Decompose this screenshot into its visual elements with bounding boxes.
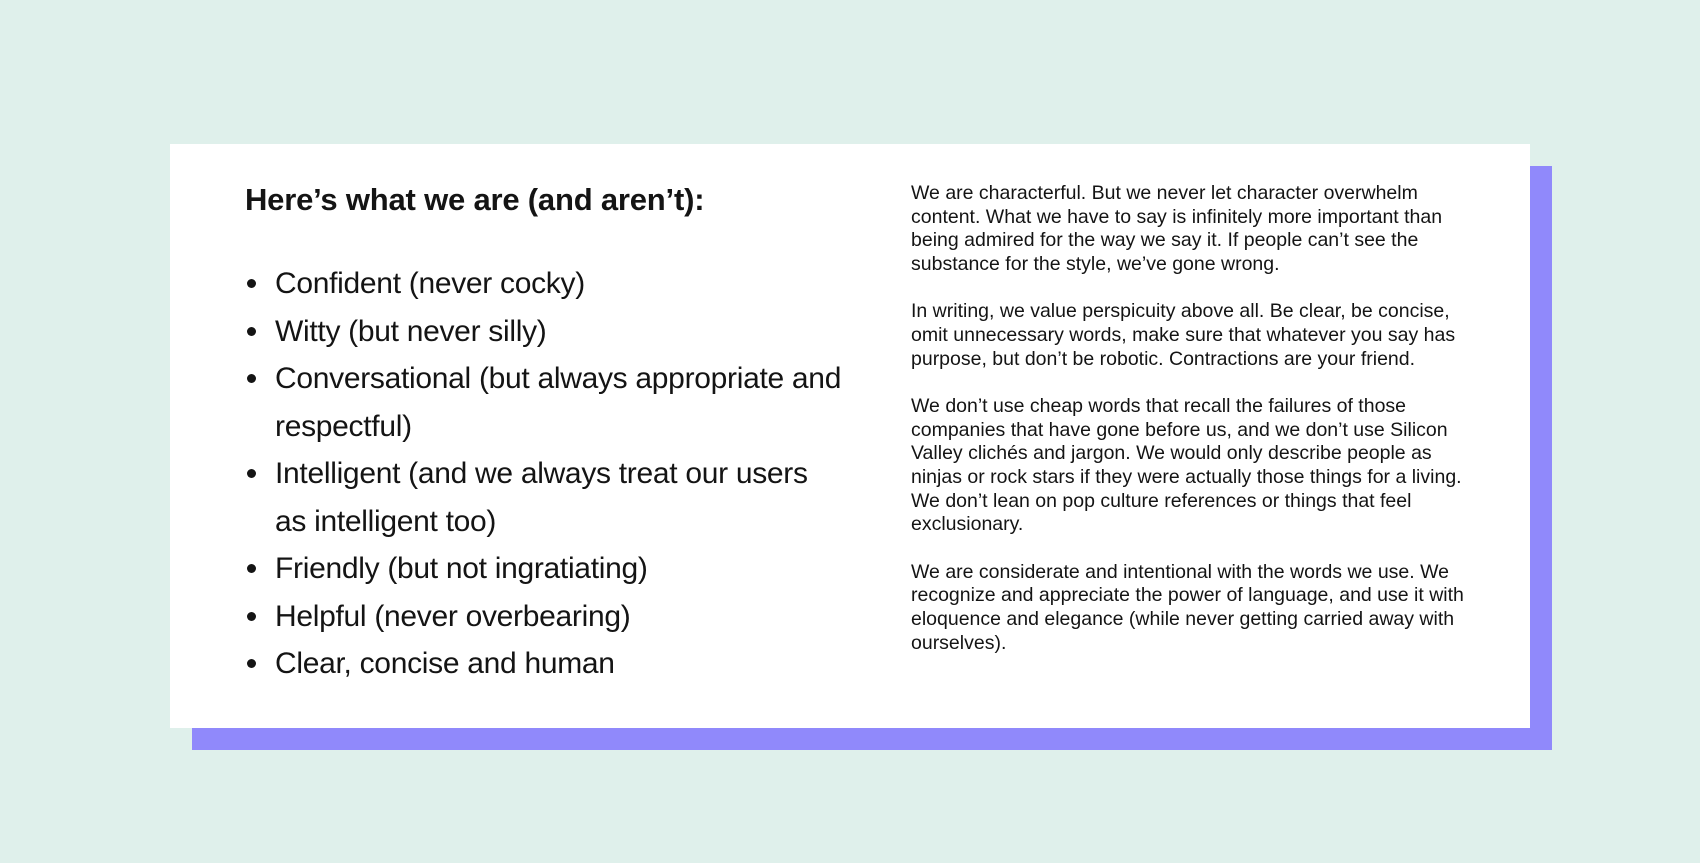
- trait-text: Clear, concise and human: [275, 647, 615, 680]
- bullet-icon: [247, 279, 256, 288]
- principle-paragraph: We are characterful. But we never let character overwhelm content. What we have to say is infinitely more important than being admired for the way we say it. If people can’t see the substance for the style, we’ve gone wrong.: [911, 182, 1443, 276]
- trait-item: [245, 308, 845, 356]
- trait-item: [245, 355, 845, 450]
- trait-item: [245, 593, 845, 641]
- trait-item: [245, 545, 845, 593]
- trait-item: [245, 450, 845, 545]
- content-card: [170, 144, 1530, 728]
- principle-paragraph: In writing, we value perspicuity above all. Be clear, be concise, omit unnecessary words, make sure that whatever you say has purpose, but don’t be robotic. Contractions are your friend.: [911, 300, 1456, 370]
- trait-item: [245, 640, 845, 688]
- trait-text: Friendly (but not ingratiating): [275, 552, 648, 585]
- bullet-icon: [247, 659, 256, 668]
- bullet-icon: [247, 374, 256, 383]
- trait-text: Conversational (but always appropriate and respectful): [275, 362, 842, 443]
- bullet-icon: [247, 564, 256, 573]
- traits-list: [245, 260, 845, 688]
- principles-column: [911, 182, 1481, 679]
- trait-text: Confident (never cocky): [275, 267, 585, 300]
- principle-paragraph: We don’t use cheap words that recall the failures of those companies that have gone before us, and we don’t use Silicon Valley clichés and jargon. We would only describe people as ninjas or rock stars if they were actually those things for a living. We don’t lean on pop culture references or things that feel exclusionary.: [911, 394, 1462, 536]
- traits-column: [245, 180, 845, 688]
- bullet-icon: [247, 469, 256, 478]
- traits-heading: Here’s what we are (and aren’t):: [245, 182, 705, 217]
- trait-text: Helpful (never overbearing): [275, 599, 631, 633]
- trait-item: [245, 260, 845, 308]
- bullet-icon: [247, 327, 256, 336]
- bullet-icon: [247, 612, 256, 621]
- trait-text: Intelligent (and we always treat our users as intelligent too): [275, 457, 808, 538]
- principle-paragraph: We are considerate and intentional with the words we use. We recognize and appreciate the power of language, and use it with eloquence and elegance (while never getting carried away with ourselves).: [911, 560, 1464, 654]
- trait-text: Witty (but never silly): [275, 314, 547, 348]
